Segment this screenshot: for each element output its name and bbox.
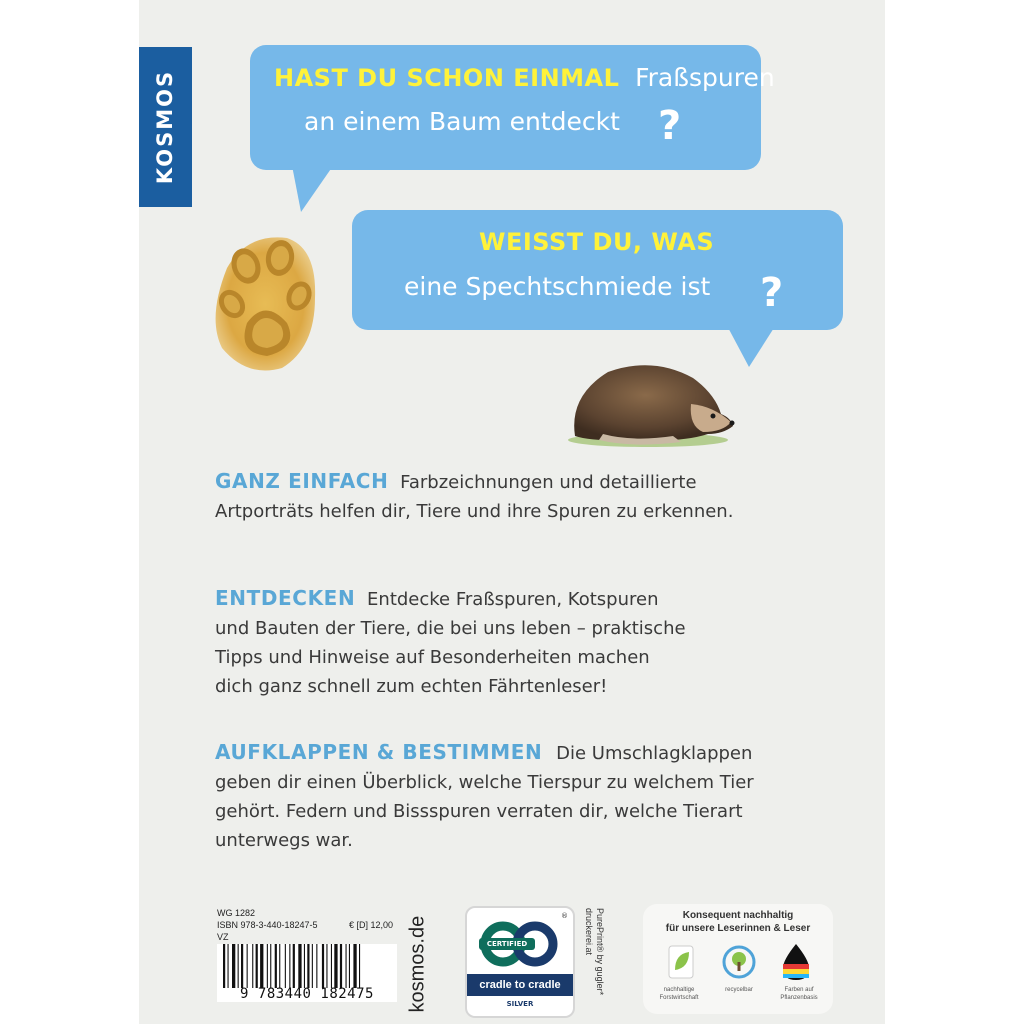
barcode-bar (307, 944, 309, 988)
barcode (217, 944, 397, 1002)
section-2-heading: ENTDECKEN (215, 586, 356, 610)
section-1-heading: GANZ EINFACH (215, 469, 389, 493)
imprint-isbn: ISBN 978-3-440-18247-5 (217, 920, 318, 930)
barcode-bar (334, 944, 337, 988)
barcode-bar (279, 944, 280, 988)
barcode-bar (260, 944, 263, 988)
barcode-digits: 9 783440 182475 (240, 986, 374, 1002)
printer-credit (577, 906, 611, 1014)
barcode-bar (270, 944, 271, 988)
hedgehog-image (563, 356, 739, 452)
imprint-price: € [D] 12,00 (349, 920, 394, 930)
barcode-bar (304, 944, 305, 988)
bubble-1-line-1 (274, 63, 775, 92)
certified-label: CERTIFIED (479, 938, 535, 950)
barcode-bar (349, 944, 350, 988)
barcode-bar (275, 944, 277, 988)
bubble-2-question-mark: ? (760, 270, 784, 316)
eco-item-3-label: Farben auf Pflanzenbasis (780, 987, 818, 1001)
printer-credit-line-1: PurePrint® by gugler* (595, 908, 605, 996)
barcode-bar (359, 944, 360, 988)
section-3-line-4: unterwegs war. (215, 830, 353, 851)
section-2-line-4: dich ganz schnell zum echten Fährtenleser! (215, 676, 608, 697)
barcode-bar (241, 944, 243, 988)
section-aufklappen-bestimmen (215, 738, 795, 855)
bubble-1-rest: Fraßspuren (635, 63, 775, 92)
website-vertical (405, 906, 435, 1014)
bubble-1-highlight: HAST DU SCHON EINMAL (274, 64, 620, 92)
eco-item-1-label: nachhaltige Forstwirtschaft (659, 987, 699, 1001)
section-3-line-1: Die Umschlagklappen (556, 743, 753, 764)
barcode-bars (217, 944, 397, 988)
barcode-bar (353, 944, 356, 988)
tree-recycle-icon (721, 944, 757, 980)
section-2-line-1: Entdecke Fraßspuren, Kotspuren (367, 589, 659, 610)
printer-credit-text (583, 908, 605, 1018)
eco-item-2-label: recycelbar (725, 987, 753, 993)
speech-bubble-2-body (352, 210, 843, 330)
barcode-bar (298, 944, 301, 988)
barcode-bar (340, 944, 342, 988)
barcode-bar (228, 944, 229, 988)
ink-drop-icon (781, 942, 811, 982)
barcode-bar (331, 944, 332, 988)
bubble-2-highlight-line (479, 228, 714, 256)
bubble-1-question-mark: ? (658, 103, 682, 149)
barcode-bar (267, 944, 268, 988)
barcode-bar (289, 944, 290, 988)
barcode-bar (247, 944, 248, 988)
section-2-line-3: Tipps und Hinweise auf Besonderheiten machen (215, 647, 650, 668)
bubble-1-line-2: an einem Baum entdeckt (304, 107, 620, 136)
barcode-bar (256, 944, 258, 988)
section-3-heading: AUFKLAPPEN & BESTIMMEN (215, 740, 543, 764)
section-entdecken (215, 584, 775, 701)
bubble-2-line-2: eine Spechtschmiede ist (404, 272, 711, 301)
eco-title-1: Konsequent nachhaltig (682, 910, 794, 921)
registered-mark: ® (561, 912, 568, 920)
section-1-line-1: Farbzeichnungen und detaillierte (400, 472, 697, 493)
section-3-line-2: geben dir einen Überblick, welche Tierspur zu welchem Tier (215, 772, 754, 793)
barcode-bar (316, 944, 317, 988)
barcode-bar (252, 944, 253, 988)
imprint-wg: WG 1282 (217, 908, 256, 918)
section-2-line-2: und Bauten der Tiere, die bei uns leben – praktische (215, 618, 686, 639)
barcode-bar (285, 944, 286, 988)
barcode-bar (326, 944, 327, 988)
speech-bubble-1-body (250, 45, 775, 170)
section-1-line-2: Artporträts helfen dir, Tiere und ihre Spuren zu erkennen. (215, 501, 734, 522)
imprint-vz: VZ (217, 932, 229, 942)
eco-title-2: für unsere Leserinnen & Leser (665, 923, 811, 934)
barcode-bar (293, 944, 295, 988)
leaf-icon (667, 944, 695, 980)
printer-credit-line-2: druckerei.at (584, 908, 594, 956)
section-ganz-einfach (215, 467, 775, 526)
section-3-line-3: gehört. Federn und Bissspuren verraten dir, welche Tierart (215, 801, 743, 822)
barcode-bar (232, 944, 235, 988)
book-back-cover (139, 0, 885, 1024)
publisher-name: KOSMOS (153, 69, 178, 185)
cradle-to-cradle-badge (465, 906, 575, 1018)
cradle-name: cradle to cradle (467, 974, 573, 996)
sustainability-panel (643, 904, 833, 1014)
bubble-2-highlight: WEISST DU, WAS (479, 228, 715, 256)
barcode-bar (312, 944, 313, 988)
website-label: kosmos.de (406, 915, 429, 1013)
cradle-level: SILVER (506, 1000, 534, 1008)
barcode-bar (223, 944, 225, 988)
barcode-bar (238, 944, 239, 988)
barcode-bar (346, 944, 347, 988)
barcode-bar (322, 944, 324, 988)
